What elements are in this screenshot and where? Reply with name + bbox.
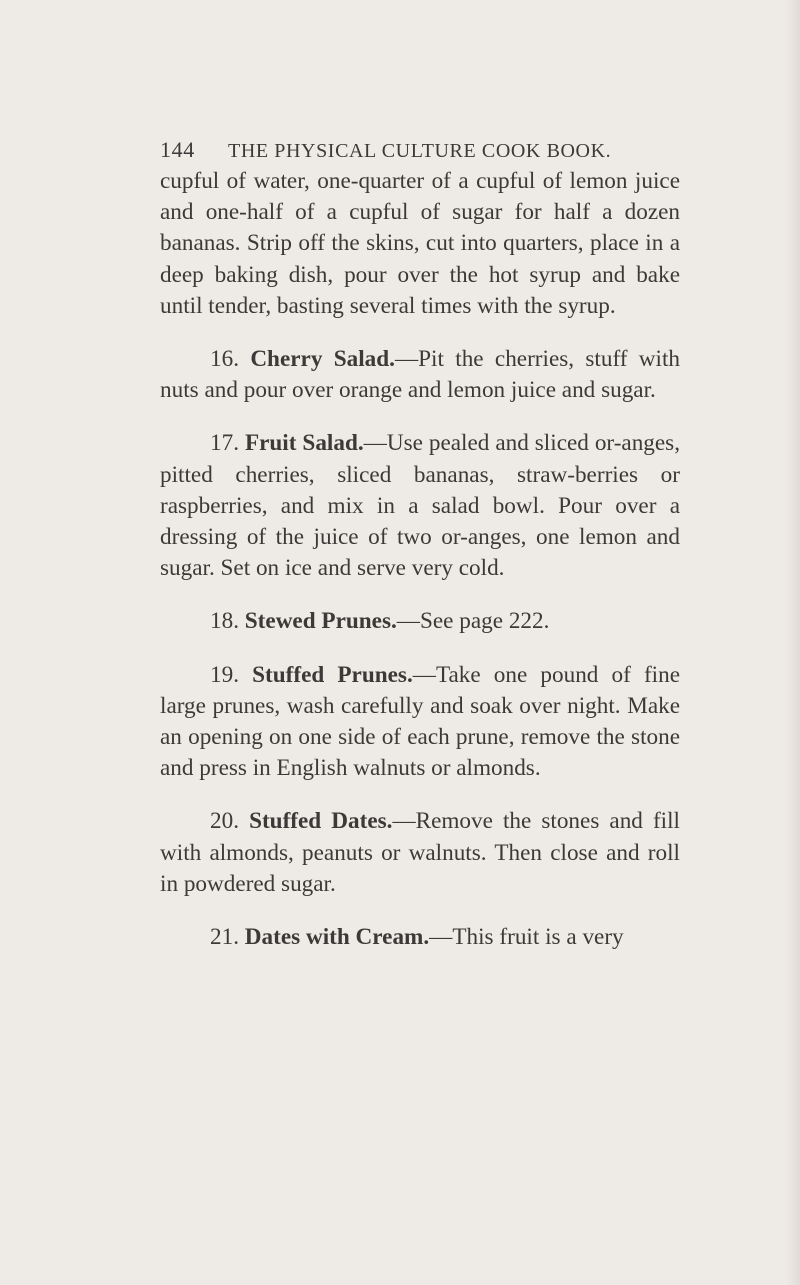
recipe-text: —This fruit is a very bbox=[429, 924, 624, 951]
recipe-number: 16. bbox=[210, 346, 239, 373]
recipe-number: 17. bbox=[210, 430, 239, 457]
recipe-16 bbox=[160, 344, 680, 406]
recipe-title: Dates with Cream. bbox=[244, 924, 430, 951]
recipe-text: —Remove the stones and fill with almonds, peanuts or walnuts. Then close and roll in powdered sugar. bbox=[160, 808, 680, 897]
recipe-text: —Use pealed and sliced or-anges, pitted cherries, sliced bananas, straw-berries or raspberries, and mix in a salad bowl. Pour over a dressing of the juice of two or-anges, one lemon and sugar. Set on ice and serve very cold. bbox=[160, 430, 681, 582]
recipe-text: —See page 222. bbox=[396, 608, 550, 635]
recipe-number: 21. bbox=[210, 924, 239, 951]
recipe-text: —Take one pound of fine large prunes, wash carefully and soak over night. Make an opening on one side of each prune, remove the stone and press in English walnuts or almonds. bbox=[160, 661, 680, 782]
page-number: 144 bbox=[160, 137, 195, 162]
recipe-title: Stuffed Dates. bbox=[249, 808, 393, 835]
running-header bbox=[160, 137, 680, 163]
recipe-number: 18. bbox=[210, 608, 239, 635]
page-body bbox=[160, 166, 680, 975]
continuation-paragraph bbox=[160, 166, 680, 322]
recipe-19 bbox=[160, 660, 680, 785]
recipe-21 bbox=[160, 922, 680, 953]
page-edge-shadow bbox=[786, 0, 800, 1285]
recipe-number: 20. bbox=[210, 808, 239, 835]
recipe-number: 19. bbox=[210, 661, 239, 688]
recipe-title: Stuffed Prunes. bbox=[252, 661, 413, 688]
continuation-text: cupful of water, one-quarter of a cupful of lemon juice and one-half of a cupful of sugar for half a dozen bananas. Strip off the skins, cut into quarters, place in a deep baking dish, pour over the hot syrup and bake until tender, basting several times with the syrup. bbox=[160, 168, 680, 319]
recipe-title: Stewed Prunes. bbox=[244, 608, 397, 635]
recipe-title: Fruit Salad. bbox=[244, 430, 364, 457]
recipe-17 bbox=[160, 428, 680, 584]
book-title: THE PHYSICAL CULTURE COOK BOOK. bbox=[228, 140, 612, 162]
recipe-18 bbox=[160, 606, 680, 637]
recipe-title: Cherry Salad. bbox=[250, 346, 395, 373]
recipe-text: —Pit the cherries, stuff with nuts and pour over orange and lemon juice and sugar. bbox=[160, 346, 681, 404]
recipe-20 bbox=[160, 806, 680, 900]
